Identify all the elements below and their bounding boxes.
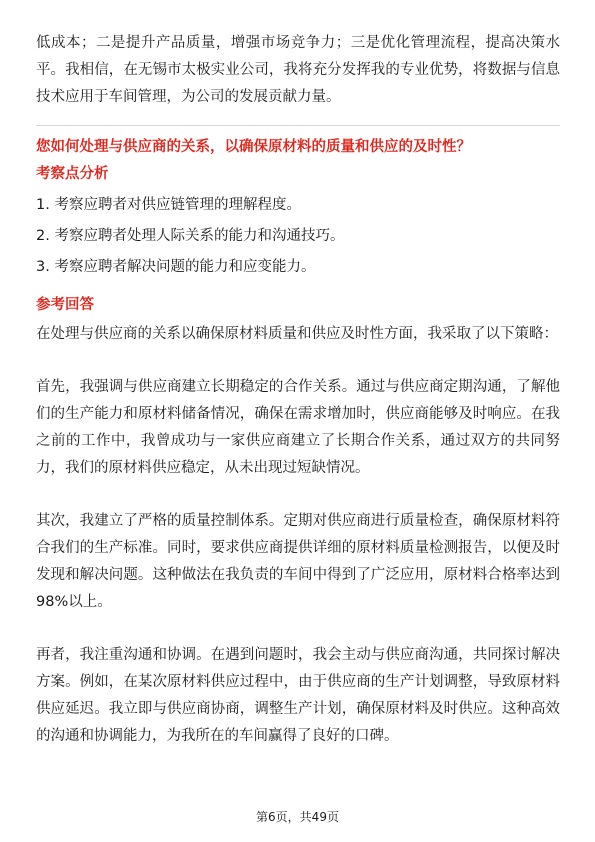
document-page — [36, 30, 560, 750]
answer-title: 参考回答 — [36, 297, 94, 313]
answer-paragraph: 其次，我建立了严格的质量控制体系。定期对供应商进行质量检查，确保原材料符合我们的生产标准。同时，要求供应商提供详细的原材料质量检测报告，以便及时发现和解决问题。这种做法在我负责的车间中得到了广泛应用，原材料合格率达到98%以上。 — [36, 513, 560, 610]
analysis-points — [36, 190, 560, 283]
page-number: 第6页，共49页 — [256, 810, 339, 824]
intro-paragraph: 低成本；二是提升产品质量，增强市场竞争力；三是优化管理流程，提高决策水平。我相信，在无锡市太极实业公司，我将充分发挥我的专业优势，将数据与信息技术应用于车间管理，为公司的发展贡献力量。 — [36, 35, 560, 105]
analysis-point: 1. 考察应聘者对供应链管理的理解程度。 — [36, 197, 301, 213]
analysis-point: 2. 考察应聘者处理人际关系的能力和沟通技巧。 — [36, 228, 345, 244]
answer-paragraph: 在处理与供应商的关系以确保原材料质量和供应及时性方面，我采取了以下策略： — [36, 326, 558, 342]
analysis-point: 3. 考察应聘者解决问题的能力和应变能力。 — [36, 259, 316, 275]
analysis-title: 考察点分析 — [36, 166, 109, 182]
divider — [36, 125, 560, 126]
question-heading: 您如何处理与供应商的关系，以确保原材料的质量和供应的及时性？ — [36, 139, 471, 155]
answer-paragraph: 首先，我强调与供应商建立长期稳定的合作关系。通过与供应商定期沟通，了解他们的生产能力和原材料储备情况，确保在需求增加时，供应商能够及时响应。在我之前的工作中，我曾成功与一家供应商建立了长期合作关系，通过双方的共同努力，我们的原材料供应稳定，从未出现过短缺情况。 — [36, 379, 560, 476]
answer-paragraph: 再者，我注重沟通和协调。在遇到问题时，我会主动与供应商沟通，共同探讨解决方案。例如，在某次原材料供应过程中，由于供应商的生产计划调整，导致原材料供应延迟。我立即与供应商协商，调整生产计划，确保原材料及时供应。这种高效的沟通和协调能力，为我所在的车间赢得了良好的口碑。 — [36, 647, 560, 744]
